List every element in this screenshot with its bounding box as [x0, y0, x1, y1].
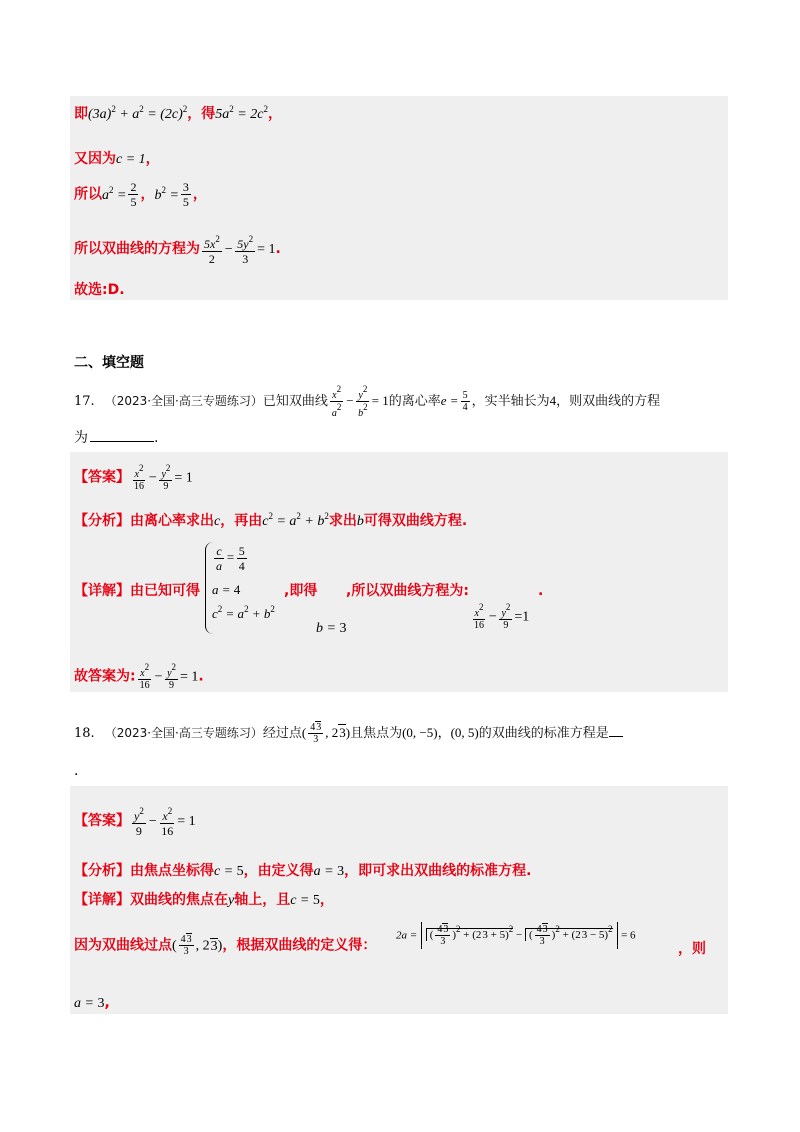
q17-answer: 【答案】 $\frac{x^2}{16}$ − $\frac{y^2}{9}$ = 1	[74, 463, 193, 492]
q17-detail-dot: .	[538, 583, 544, 599]
q18-definition: 因为双曲线过点( $\frac{43}{3}$ , 23)，根据双曲线的定义得：	[74, 934, 377, 957]
q17-detail: 【详解】由已知可得	[74, 583, 200, 599]
question-17-cont: 为 .	[74, 430, 159, 446]
solution-line-3: 所以$a^2$ = $\frac{2}{5}$ ，$b^2$ = $\frac{3}{5}$ ，	[74, 180, 207, 209]
q17-analysis: 【分析】由离心率求出c，再由$c^2 = a^2 + b^2$求出b可得双曲线方程.	[74, 511, 468, 529]
q18-then: ，则	[678, 941, 706, 957]
q18-detail: 【详解】双曲线的焦点在y轴上，且c = 5，	[74, 892, 334, 908]
q18-dot: .	[74, 763, 79, 779]
q17-detail-b: ,即得	[284, 583, 318, 599]
q18-analysis: 【分析】由焦点坐标得c = 5，由定义得a = 3，即可求出双曲线的标准方程.	[74, 863, 532, 879]
solution-line-4: 所以双曲线的方程为 $\frac{5x^2}{2}$ − $\frac{5y^2}{3}$ = 1.	[74, 234, 281, 266]
equation-system: $\frac{c}{a}$ = $\frac{5}{4}$ a = 4 $c^2 = a^2 + b^2$	[205, 542, 275, 634]
solution-line-1: 即$(3a)^2 + a^2 = (2c)^2$，得$5a^2 = 2c^2$，	[74, 104, 282, 122]
answer-blank[interactable]	[90, 430, 154, 442]
solution-line-5: 故选:D.	[74, 282, 125, 298]
question-17: 17. （2023·全国·高三专题练习）已知双曲线 $\frac{x^2}{a^2}$ − $\frac{y^2}{b^2}$ = 1的离心率e = $\frac{5}{4}$ ，实半轴长为4，则双曲线的方程	[74, 384, 661, 419]
solution-line-2: 又因为c = 1，	[74, 151, 160, 167]
question-18: 18. （2023·全国·高三专题练习）经过点( $\frac{43}{3}$ , 23)且焦点为(0, −5)，(0, 5)的双曲线的标准方程是	[74, 722, 623, 745]
q18-formula: 2a = ( $\frac{43}{3}$ )$^2 + (23 + 5)^2$ − ( $\frac{43}{3}$ )$^2 + (23 - 5)^2 = 6$	[396, 924, 636, 947]
q18-final: a = 3,	[74, 995, 110, 1011]
section-heading: 二、填空题	[74, 355, 144, 371]
q17-detail-eq: $\frac{x^2}{16}$ − $\frac{y^2}{9}$ =1	[474, 602, 530, 631]
q18-answer: 【答案】 $\frac{y^2}{9}$ − $\frac{x^2}{16}$ = 1	[74, 806, 196, 838]
q17-final: 故答案为: $\frac{x^2}{16}$ − $\frac{y^2}{9}$ = 1.	[74, 662, 204, 691]
b-value: b = 3	[316, 621, 347, 636]
q17-detail-c: ,所以双曲线方程为:	[346, 583, 469, 599]
